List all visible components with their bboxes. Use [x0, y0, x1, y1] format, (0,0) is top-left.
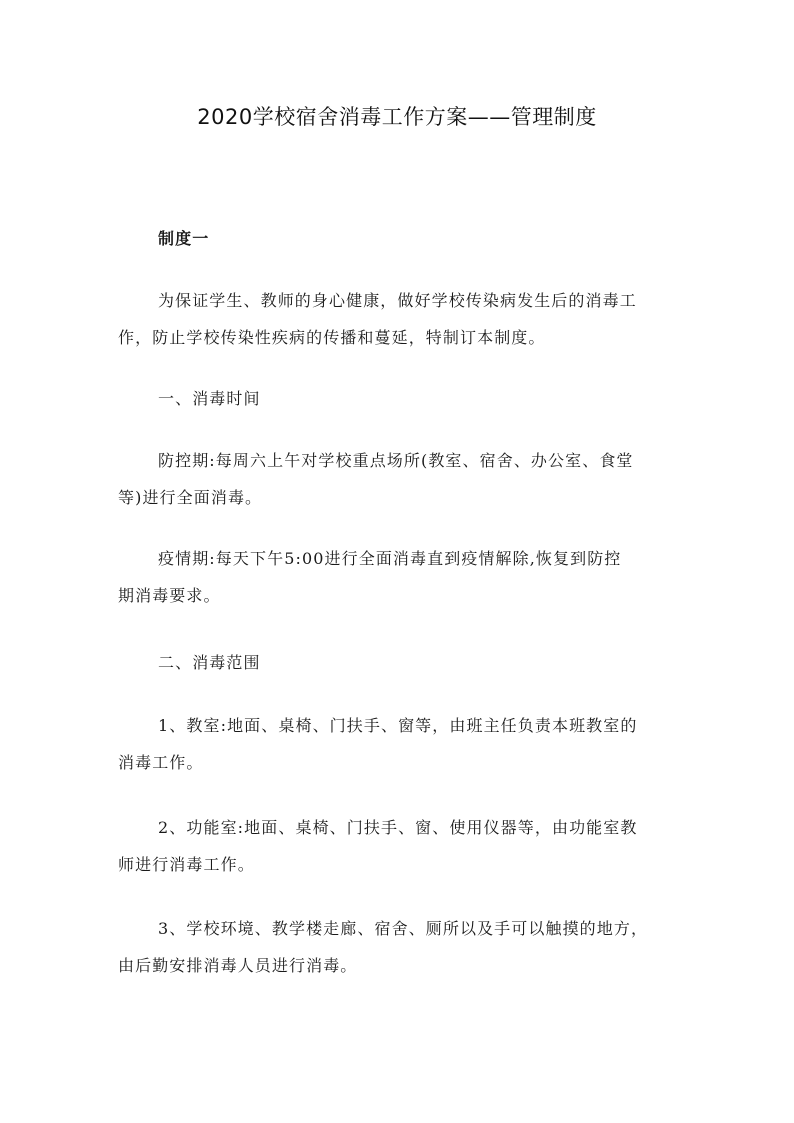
intro-paragraph — [118, 286, 680, 353]
scope-item-school-environment — [118, 914, 680, 981]
classroom-line-1: 1、教室:地面、桌椅、门扶手、窗等，由班主任负责本班教室的 — [158, 716, 638, 735]
paragraph-epidemic-period — [118, 544, 680, 611]
epidemic-line-2: 期消毒要求。 — [118, 586, 221, 605]
scope-item-function-room — [118, 813, 680, 880]
scope-item-classroom — [118, 711, 680, 778]
environment-line-1: 3、学校环境、教学楼走廊、宿舍、厕所以及手可以触摸的地方， — [158, 919, 649, 938]
environment-line-2: 由后勤安排消毒人员进行消毒。 — [118, 956, 358, 975]
prevention-line-2: 等)进行全面消毒。 — [118, 488, 263, 507]
epidemic-line-1: 疫情期:每天下午5:00进行全面消毒直到疫情解除,恢复到防控 — [158, 549, 622, 568]
heading-disinfection-scope: 二、消毒范围 — [158, 653, 261, 672]
prevention-line-1: 防控期:每周六上午对学校重点场所(教室、宿舍、办公室、食堂 — [158, 451, 634, 470]
classroom-line-2: 消毒工作。 — [118, 753, 204, 772]
function-room-line-1: 2、功能室:地面、桌椅、门扶手、窗、使用仪器等，由功能室教 — [158, 818, 638, 837]
intro-line-2: 作，防止学校传染性疾病的传播和蔓延，特制订本制度。 — [118, 328, 546, 347]
document-title: 2020学校宿舍消毒工作方案——管理制度 — [197, 105, 597, 129]
section-label: 制度一 — [158, 229, 210, 248]
paragraph-prevention-period — [118, 446, 680, 513]
function-room-line-2: 师进行消毒工作。 — [118, 855, 255, 874]
heading-disinfection-time: 一、消毒时间 — [158, 389, 261, 408]
intro-line-1: 为保证学生、教师的身心健康，做好学校传染病发生后的消毒工 — [158, 291, 637, 310]
